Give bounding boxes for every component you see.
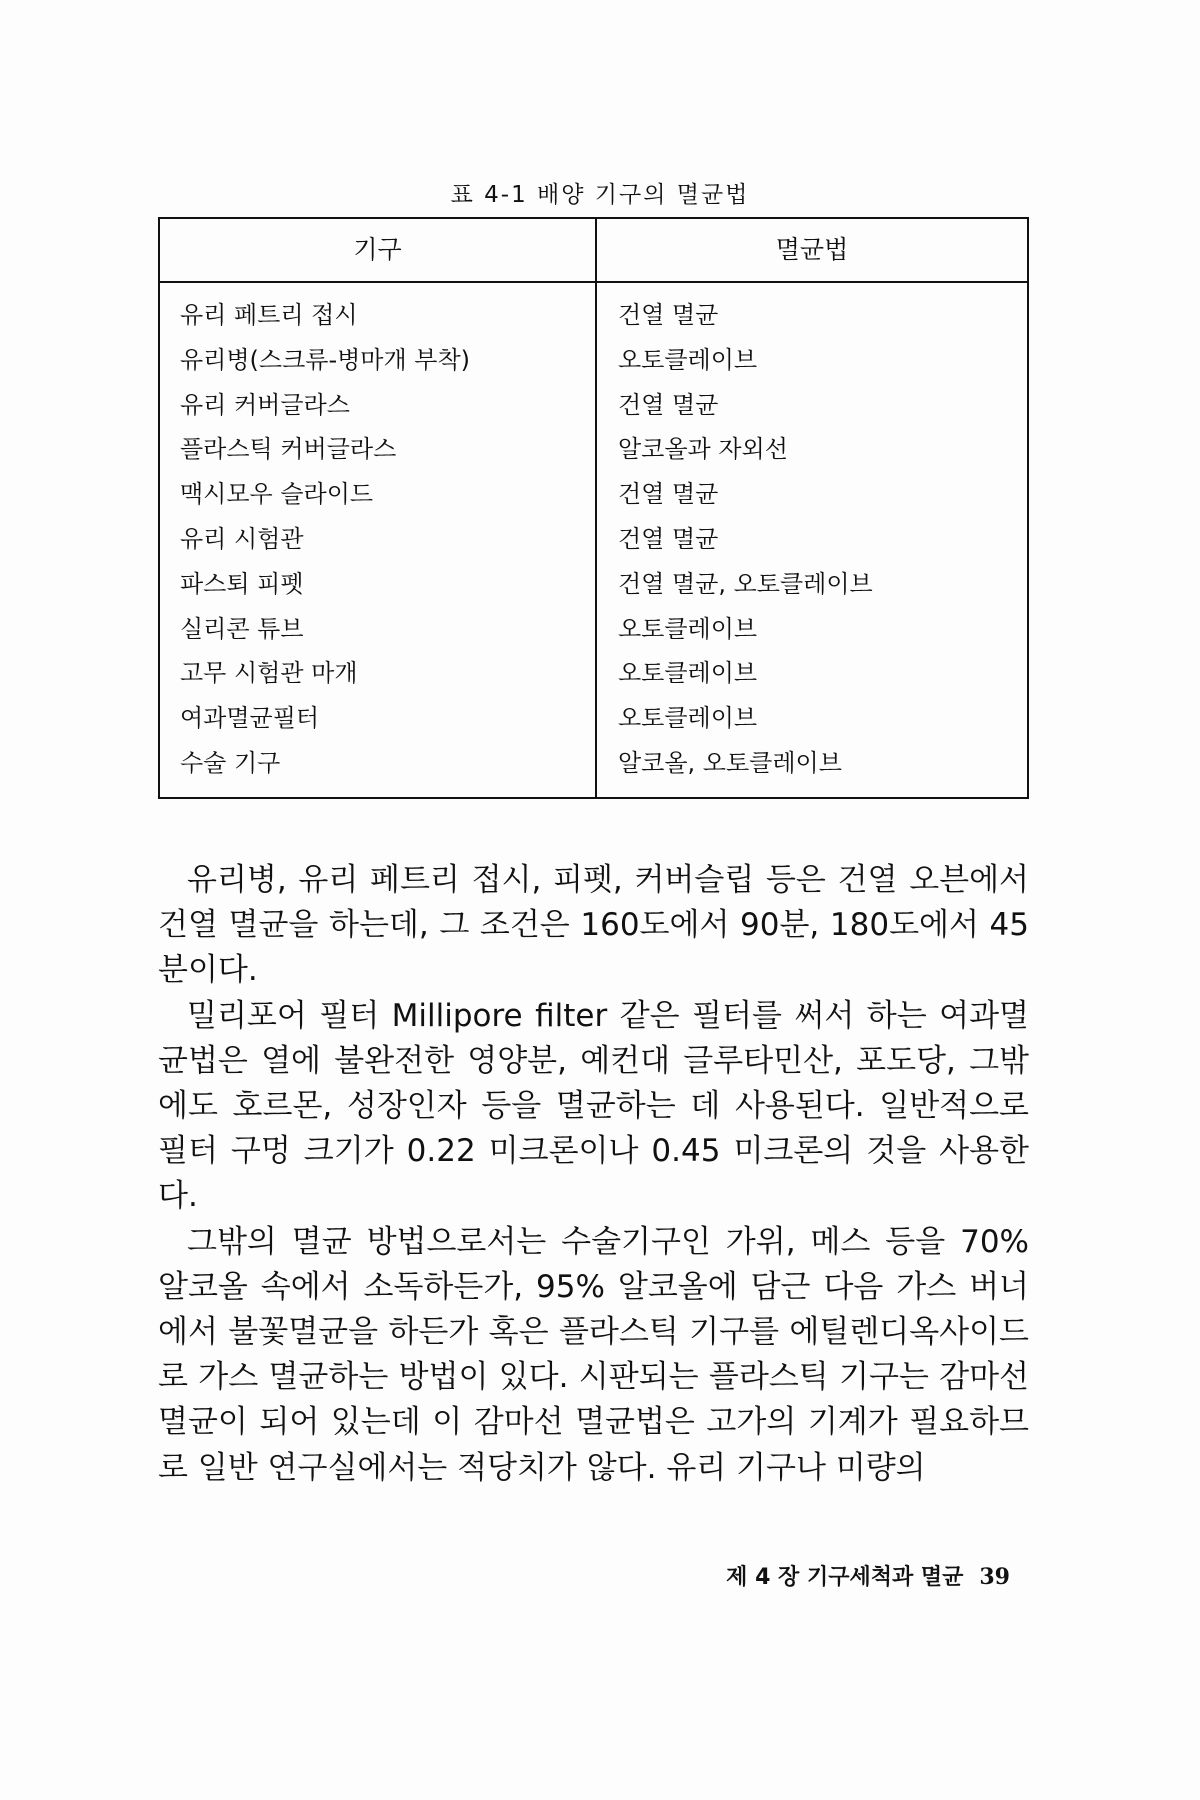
- table-row: [160, 295, 1027, 340]
- table-row: [160, 519, 1027, 564]
- method-cell: 오토클레이브: [618, 659, 758, 688]
- header-method: 멸균법: [775, 235, 849, 264]
- table-row: [160, 564, 1027, 609]
- method-cell: 건열 멸균: [618, 301, 719, 329]
- method-cell: 알코올과 자외선: [618, 435, 788, 464]
- chapter-title: 제 4 장 기구세척과 멸균: [726, 1565, 964, 1590]
- equipment-cell: 유리 커버글라스: [180, 390, 350, 419]
- equipment-cell: 파스퇴 피펫: [180, 569, 304, 598]
- table-row: [160, 653, 1027, 698]
- table-row: [160, 429, 1027, 474]
- method-cell: 오토클레이브: [618, 345, 758, 374]
- table-row: [160, 474, 1027, 519]
- sterilization-table: [158, 217, 1029, 799]
- table-row: [160, 609, 1027, 654]
- method-cell: 건열 멸균, 오토클레이브: [618, 569, 873, 598]
- equipment-cell: 수술 기구: [180, 748, 281, 777]
- equipment-cell: 유리병(스크류-병마개 부착): [180, 345, 471, 374]
- page-footer: [726, 1560, 1010, 1591]
- method-cell: 오토클레이브: [618, 704, 758, 733]
- table-body: [160, 295, 1027, 788]
- equipment-cell: 여과멸균필터: [180, 704, 320, 733]
- table-header-row: [160, 219, 1027, 283]
- paragraph-other-methods: 그밖의 멸균 방법으로서는 수술기구인 가위, 메스 등을 70% 알코올 속에서 소독하든가, 95% 알코올에 담근 다음 가스 버너에서 불꽃멸균을 하든가 혹은 플라스틱 기구를 에틸렌디옥사이드로 가스 멸균하는 방법이 있다. 시판되는 플라스틱 기구는 감마선 멸균이 되어 있는데 이 감마선 멸균법은 고가의 기계가 필요하므로 일반 연구실에서는 적당치가 않다. 유리 기구나 미량의: [158, 1223, 1029, 1486]
- equipment-cell: 유리 페트리 접시: [180, 301, 358, 329]
- method-cell: 오토클레이브: [618, 614, 758, 643]
- table-row: [160, 698, 1027, 743]
- equipment-cell: 유리 시험관: [180, 524, 304, 553]
- table-row: [160, 385, 1027, 430]
- header-equipment: 기구: [353, 235, 402, 264]
- equipment-cell: 플라스틱 커버글라스: [180, 435, 397, 464]
- method-cell: 건열 멸균: [618, 390, 719, 419]
- paragraph-filter-sterilization: 밀리포어 필터 Millipore filter 같은 필터를 써서 하는 여과멸균법은 열에 불완전한 영양분, 예컨대 글루타민산, 포도당, 그밖에도 호르몬, 성장인자 등을 멸균하는 데 사용된다. 일반적으로 필터 구멍 크기가 0.22 미크론이나 0.45 미크론의 것을 사용한다.: [158, 997, 1029, 1215]
- page-number: 39: [979, 1564, 1010, 1590]
- body-text: [158, 858, 1029, 1491]
- equipment-cell: 실리콘 튜브: [180, 614, 304, 643]
- method-cell: 건열 멸균: [618, 480, 719, 509]
- paragraph-dry-heat: 유리병, 유리 페트리 접시, 피펫, 커버슬립 등은 건열 오븐에서 건열 멸균을 하는데, 그 조건은 160도에서 90분, 180도에서 45분이다.: [158, 862, 1029, 989]
- equipment-cell: 맥시모우 슬라이드: [180, 480, 374, 509]
- table-row: [160, 340, 1027, 385]
- table-row: [160, 743, 1027, 788]
- method-cell: 건열 멸균: [618, 524, 719, 553]
- method-cell: 알코올, 오토클레이브: [618, 748, 842, 777]
- equipment-cell: 고무 시험관 마개: [180, 659, 358, 688]
- table-caption: 표 4-1 배양 기구의 멸균법: [450, 182, 750, 208]
